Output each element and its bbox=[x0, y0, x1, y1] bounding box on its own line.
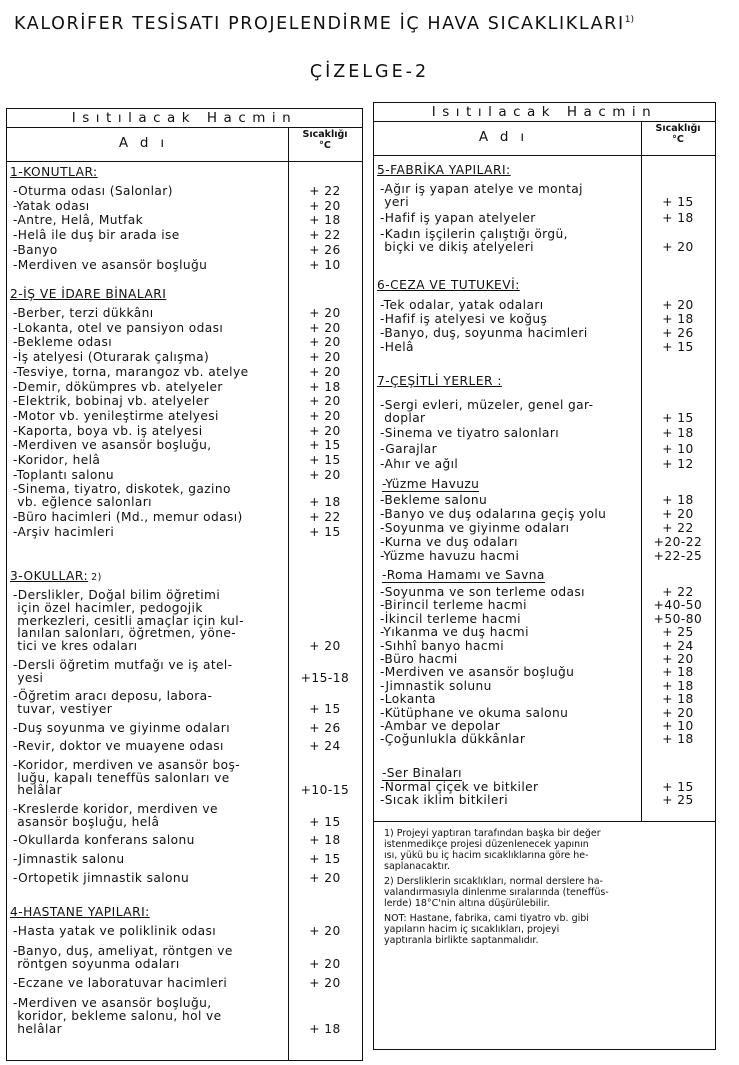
row-temperature: + 10 bbox=[309, 257, 341, 272]
row-temperature: + 18 bbox=[662, 493, 694, 507]
row-name: -Toplantı salonu bbox=[13, 467, 114, 482]
notes-box bbox=[374, 821, 715, 1051]
row-name: -Merdiven ve asansör boşluğu, bbox=[13, 438, 212, 453]
row-name: -Kütüphane ve okuma salonu bbox=[380, 705, 569, 720]
row-name: -Lokanta bbox=[380, 692, 436, 707]
row-temperature: + 20 bbox=[309, 408, 341, 423]
row-temperature: + 20 bbox=[662, 652, 694, 666]
row-temperature: + 20 bbox=[309, 198, 341, 213]
row-temperature: + 22 bbox=[309, 228, 341, 243]
row-name: -Çoğunlukla dükkânlar bbox=[380, 732, 526, 747]
row-temperature: + 18 bbox=[662, 665, 694, 680]
row-temperature: + 18 bbox=[662, 211, 694, 226]
row-temperature: + 18 bbox=[309, 1021, 341, 1036]
row-name: -Ambar ve depolar bbox=[380, 719, 501, 733]
row-temperature: + 20 bbox=[309, 394, 341, 409]
row-temperature: + 20 bbox=[309, 364, 341, 379]
row-name: -Koridor, helâ bbox=[13, 453, 101, 467]
row-name: -Ahır ve ağıl bbox=[380, 457, 459, 471]
row-temperature: + 20 bbox=[309, 350, 341, 365]
row-name: -Jimnastik solunu bbox=[380, 678, 492, 693]
temperature-header: Sıcaklığı °C bbox=[655, 123, 701, 145]
row-temperature: + 18 bbox=[662, 426, 694, 441]
table-caption: ÇİZELGE-2 bbox=[309, 62, 430, 82]
row-temperature: + 15 bbox=[309, 702, 341, 716]
row-name: -Kreslerde koridor, merdiven ve asansör boşluğu, helâ bbox=[13, 802, 218, 829]
row-temperature: +50-80 bbox=[653, 611, 703, 626]
row-temperature: + 10 bbox=[662, 441, 694, 456]
row-temperature: + 12 bbox=[662, 457, 694, 471]
row-name: -Banyo ve duş odalarına geçiş yolu bbox=[380, 507, 607, 521]
header-divider bbox=[374, 155, 715, 156]
row-name: -Kaporta, boya vb. iş atelyesi bbox=[13, 423, 203, 438]
row-name: -Tek odalar, yatak odaları bbox=[380, 298, 544, 312]
row-name: -Demir, dökümpres vb. atelyeler bbox=[13, 379, 223, 394]
section-title: 5-FABRİKA YAPILARI: bbox=[377, 163, 511, 177]
row-name: -Motor vb. yenileştirme atelyesi bbox=[13, 408, 219, 423]
row-name: -Banyo bbox=[13, 242, 58, 257]
volume-header: Isıtılacak Hacmin bbox=[7, 109, 362, 128]
row-name: -Helâ bbox=[380, 340, 414, 354]
row-temperature: + 22 bbox=[662, 585, 694, 599]
row-temperature: + 15 bbox=[662, 780, 694, 794]
row-name: -Merdiven ve asansör boşluğu bbox=[380, 665, 575, 680]
row-name: -Yıkanma ve duş hacmi bbox=[380, 625, 529, 640]
subgroup-title: -Roma Hamamı ve Savna bbox=[382, 568, 545, 582]
row-temperature: + 18 bbox=[662, 692, 694, 707]
row-temperature: + 20 bbox=[662, 298, 694, 312]
row-name: -Hasta yatak ve poliklinik odası bbox=[13, 924, 216, 938]
header-divider bbox=[7, 161, 362, 162]
row-name: -Yüzme havuzu hacmi bbox=[380, 549, 520, 563]
row-temperature: + 20 bbox=[309, 870, 341, 885]
row-name: -Dersli öğretim mutfağı ve iş atel- yesi bbox=[13, 657, 233, 685]
title-footnote: 1) bbox=[624, 15, 634, 26]
row-name: -Hafif iş yapan atelyeler bbox=[380, 211, 536, 226]
row-name: -Hafif iş atelyesi ve koğuş bbox=[380, 312, 548, 326]
row-name: -Koridor, merdiven ve asansör boş- luğu, kapalı teneffüs salonları ve helâlar bbox=[13, 757, 241, 798]
row-name: -Sergi evleri, müzeler, genel gar- doplar bbox=[380, 398, 594, 425]
row-name: -Sıhhî banyo hacmi bbox=[380, 638, 505, 653]
row-name: -Lokanta, otel ve pansiyon odası bbox=[13, 320, 224, 335]
row-name: -Helâ ile duş bir arada ise bbox=[13, 228, 180, 243]
section-title: 4-HASTANE YAPILARI: bbox=[10, 905, 150, 919]
row-name: -Soyunma ve giyinme odaları bbox=[380, 521, 570, 535]
row-name: -Kurna ve duş odaları bbox=[380, 535, 518, 549]
row-temperature: + 18 bbox=[309, 379, 341, 394]
row-temperature: + 18 bbox=[662, 678, 694, 693]
temperature-header: Sıcaklığı °C bbox=[302, 129, 348, 151]
row-name: -Merdiven ve asansör boşluğu, koridor, bekleme salonu, hol ve helâlar bbox=[13, 996, 222, 1036]
row-name: -Sıcak iklim bitkileri bbox=[380, 793, 509, 808]
row-name: -Bekleme salonu bbox=[380, 493, 488, 507]
row-temperature: + 26 bbox=[309, 242, 341, 257]
row-name: -İkincil terleme hacmi bbox=[380, 611, 521, 626]
page-title: KALORİFER TESİSATI PROJELENDİRME İÇ HAVA SICAKLIKLARI$^{1)}$ bbox=[14, 14, 634, 34]
section-title: 6-CEZA VE TUTUKEVİ: bbox=[377, 278, 520, 292]
row-temperature: + 20 bbox=[309, 924, 341, 938]
row-temperature: + 20 bbox=[309, 467, 341, 482]
row-temperature: + 20 bbox=[309, 335, 341, 350]
table-right bbox=[373, 102, 716, 1050]
row-temperature: + 18 bbox=[309, 495, 341, 510]
row-name: -Tesviye, torna, marangoz vb. atelye bbox=[13, 364, 249, 379]
row-temperature: + 20 bbox=[662, 240, 694, 255]
row-temperature: + 22 bbox=[662, 521, 694, 535]
row-temperature: + 10 bbox=[662, 719, 694, 733]
row-temperature: + 15 bbox=[309, 438, 341, 453]
row-temperature: + 22 bbox=[309, 184, 341, 198]
row-name: -Bekleme odası bbox=[13, 335, 113, 350]
row-name: -Duş soyunma ve giyinme odaları bbox=[13, 720, 230, 735]
row-temperature: + 15 bbox=[662, 410, 694, 425]
row-temperature: + 20 bbox=[309, 320, 341, 335]
subgroup-title: -Yüzme Havuzu bbox=[382, 477, 480, 491]
row-temperature: + 20 bbox=[309, 306, 341, 320]
row-temperature: + 25 bbox=[662, 625, 694, 640]
row-name: -Kadın işçilerin çalıştığı örgü, biçki ve dikiş atelyeleri bbox=[380, 227, 568, 255]
row-name: -Büro hacimleri (Md., memur odası) bbox=[13, 509, 243, 524]
volume-header: Isıtılacak Hacmin bbox=[374, 103, 715, 122]
row-temperature: + 18 bbox=[309, 213, 341, 228]
row-temperature: + 18 bbox=[662, 732, 694, 747]
row-temperature: + 20 bbox=[309, 956, 341, 971]
row-name: -Birincil terleme hacmi bbox=[380, 598, 527, 613]
section-title: 1-KONUTLAR: bbox=[10, 165, 98, 179]
row-name: -Sinema, tiyatro, diskotek, gazino vb. eğlence salonları bbox=[13, 482, 231, 510]
row-temperature: + 15 bbox=[309, 814, 341, 829]
row-temperature: + 18 bbox=[309, 833, 341, 848]
row-name: -Büro hacmi bbox=[380, 652, 458, 666]
row-name: -Ortopetik jimnastik salonu bbox=[13, 870, 190, 885]
row-temperature: + 15 bbox=[309, 524, 341, 539]
section-title: 2-İŞ VE İDARE BİNALARI bbox=[10, 287, 167, 301]
row-name: -Öğretim aracı deposu, labora- tuvar, vestiyer bbox=[13, 689, 213, 716]
row-temperature: + 15 bbox=[309, 453, 341, 467]
row-temperature: +15-18 bbox=[300, 670, 350, 685]
section-footnote: 2) bbox=[91, 572, 102, 583]
row-name: -Banyo, duş, soyunma hacimleri bbox=[380, 326, 588, 340]
row-name: -Jimnastik salonu bbox=[13, 852, 125, 866]
note-2: 2) Dersliklerin sıcaklıkları, normal derslere ha- valandırmasıyla dinlenme sıralarında (teneffüs- lerde) 18°C'nin altına düşürülebilir. bbox=[384, 876, 609, 909]
row-name: -Soyunma ve son terleme odası bbox=[380, 585, 585, 599]
row-temperature: + 18 bbox=[662, 312, 694, 326]
row-temperature: + 20 bbox=[309, 976, 341, 991]
row-name: -Eczane ve laboratuvar hacimleri bbox=[13, 976, 228, 991]
row-temperature: + 24 bbox=[662, 638, 694, 653]
section-title: 3-OKULLAR: 2) bbox=[10, 569, 102, 583]
row-temperature: + 15 bbox=[309, 852, 341, 866]
row-name: -Banyo, duş, ameliyat, röntgen ve röntgen soyunma odaları bbox=[13, 943, 233, 971]
row-name: -Yatak odası bbox=[13, 198, 90, 213]
row-temperature: + 26 bbox=[662, 326, 694, 340]
row-temperature: +22-25 bbox=[653, 549, 703, 563]
subgroup-title: -Ser Binaları bbox=[382, 766, 462, 780]
name-header: Adı bbox=[118, 135, 177, 151]
row-name: -Oturma odası (Salonlar) bbox=[13, 184, 173, 198]
name-header: Adı bbox=[478, 129, 537, 145]
row-temperature: +10-15 bbox=[300, 783, 350, 798]
note-3: NOT: Hastane, fabrika, cami tiyatro vb. gibi yapıların hacim iç sıcaklıkları, projeyi yaptıranla birlikte saptanmalıdır. bbox=[384, 913, 589, 946]
row-name: -Elektrik, bobinaj vb. atelyeler bbox=[13, 394, 210, 409]
table-left bbox=[6, 108, 363, 1061]
note-1: 1) Projeyi yaptıran tarafından başka bir değer istenmedikçe projesi düzenlenecek yapının ısı, yükü bu iç hacim sıcaklıklarına göre he- saplanacaktır. bbox=[384, 828, 601, 872]
row-name: -Berber, terzi dükkânı bbox=[13, 306, 154, 320]
row-name: -Okullarda konferans salonu bbox=[13, 833, 195, 848]
row-temperature: + 22 bbox=[309, 509, 341, 524]
row-temperature: + 20 bbox=[662, 507, 694, 521]
row-temperature: + 26 bbox=[309, 720, 341, 735]
row-temperature: + 15 bbox=[662, 340, 694, 354]
section-title: 7-ÇEŞİTLİ YERLER : bbox=[377, 374, 502, 388]
row-name: -Merdiven ve asansör boşluğu bbox=[13, 257, 208, 272]
row-name: -Ağır iş yapan atelye ve montaj yeri bbox=[380, 182, 583, 209]
row-name: -Derslikler, Doğal bilim öğretimi için özel hacimler, pedogojik merkezleri, cesitli amaçlar için kul- lanılan salonları, öğretmen, yöne- tici ve kres odaları bbox=[13, 588, 244, 654]
row-temperature: + 20 bbox=[662, 705, 694, 720]
row-name: -İş atelyesi (Oturarak çalışma) bbox=[13, 350, 210, 365]
row-name: -Normal çiçek ve bitkiler bbox=[380, 780, 539, 794]
row-temperature: + 15 bbox=[662, 194, 694, 209]
row-temperature: + 20 bbox=[309, 423, 341, 438]
row-name: -Antre, Helâ, Mutfak bbox=[13, 213, 144, 228]
row-temperature: +40-50 bbox=[653, 598, 703, 613]
row-temperature: + 24 bbox=[309, 739, 341, 754]
row-name: -Arşiv hacimleri bbox=[13, 524, 115, 539]
row-temperature: + 25 bbox=[662, 793, 694, 808]
row-name: -Garajlar bbox=[380, 441, 438, 456]
row-name: -Revir, doktor ve muayene odası bbox=[13, 739, 224, 754]
row-temperature: + 20 bbox=[309, 639, 341, 654]
row-name: -Sinema ve tiyatro salonları bbox=[380, 426, 560, 441]
row-temperature: +20-22 bbox=[653, 535, 703, 549]
